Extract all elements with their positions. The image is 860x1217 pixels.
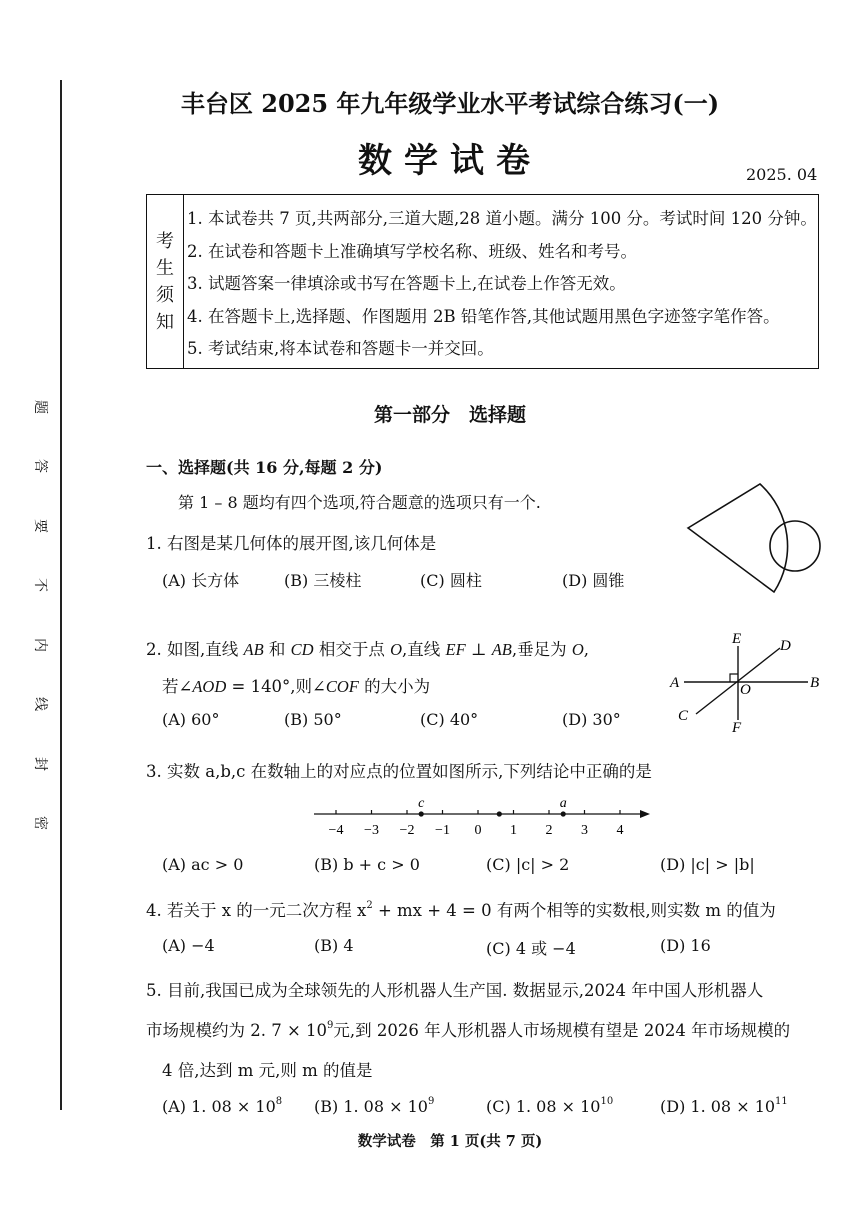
axis-tick-label: 2 (545, 823, 553, 838)
q1-option-c: (C) 圆柱 (420, 571, 482, 590)
q2-stem-line2 (162, 673, 430, 697)
q5-text: 元,到 2026 年人形机器人市场规模有望是 2024 年市场规模的 (333, 1021, 791, 1040)
option-base: (D) 1. 08 × 10 (660, 1097, 776, 1116)
binding-char: 答 (32, 459, 48, 474)
q4-stem (146, 897, 776, 921)
part-title: 第一部分 选择题 (373, 404, 526, 426)
q2-option-a: (A) 60° (162, 710, 220, 729)
binding-line (60, 80, 62, 1110)
sector-shape (688, 484, 788, 592)
q2-text: ,直线 (402, 640, 446, 659)
label-a: A (670, 675, 680, 691)
q1-option-d: (D) 圆锥 (562, 571, 625, 590)
q2-text: ,垂足为 (511, 640, 572, 659)
q5-option-c (486, 1096, 613, 1116)
q2-text: ⊥ (465, 640, 492, 659)
q5-option-d (660, 1096, 788, 1116)
binding-char: 不 (32, 578, 48, 593)
binding-char: 题 (32, 400, 48, 414)
notice-item: 2. 在试卷和答题卡上准确填写学校名称、班级、姓名和考号。 (187, 241, 637, 261)
label-d: D (780, 638, 791, 654)
notice-list (187, 203, 817, 366)
notice-item: 4. 在答题卡上,选择题、作图题用 2B 铅笔作答,其他试题用黑色字迹签字笔作答。 (187, 306, 780, 326)
notice-item: 1. 本试卷共 7 页,共两部分,三道大题,28 道小题。满分 100 分。考试时间 120 分钟。 (187, 209, 817, 228)
binding-char: 内 (32, 637, 48, 652)
axis-tick-label: −1 (435, 823, 450, 838)
option-exponent: 11 (775, 1096, 788, 1107)
q5-superscript: 9 (327, 1020, 334, 1031)
q2-stem-line1 (146, 636, 589, 660)
binding-char: 要 (32, 518, 48, 533)
q3-option-d: (D) |c| > |b| (660, 855, 755, 874)
axis-tick-label: −2 (399, 823, 415, 838)
option-base: (A) 1. 08 × 10 (162, 1097, 276, 1116)
option-exponent: 9 (427, 1096, 435, 1107)
q2-option-d: (D) 30° (562, 710, 621, 729)
binding-char: 密 (32, 815, 48, 830)
q5-option-a (162, 1096, 282, 1116)
notice-item: 5. 考试结束,将本试卷和答题卡一并交回。 (187, 339, 494, 358)
label-e: E (732, 631, 742, 647)
q2-text: = 140°,则∠ (226, 677, 326, 696)
q2-var: O (390, 640, 402, 659)
point-label-c: c (418, 796, 425, 811)
notice-label-char: 生 (156, 257, 174, 279)
label-c: C (678, 708, 689, 724)
axis-tick-label: 3 (581, 823, 588, 838)
q2-text: 相交于点 (313, 640, 391, 659)
q4-text: + mx + 4 = 0 有两个相等的实数根,则实数 m 的值为 (372, 901, 776, 920)
q2-text: 2. 如图,直线 (146, 640, 239, 659)
q3-stem: 3. 实数 a,b,c 在数轴上的对应点的位置如图所示,下列结论中正确的是 (146, 762, 652, 781)
q1-option-b: (B) 三棱柱 (284, 571, 362, 590)
binding-margin-text (28, 400, 52, 830)
section-intro: 第 1 – 8 题均有四个选项,符合题意的选项只有一个. (178, 493, 541, 512)
q4-option-a: (A) −4 (162, 936, 215, 955)
q4-option-d: (D) 16 (660, 936, 711, 955)
q5-option-b (314, 1096, 434, 1116)
label-o: O (740, 682, 751, 698)
exam-date: 2025. 04 (746, 165, 818, 184)
point-b (497, 811, 502, 816)
binding-char: 封 (32, 756, 48, 771)
q4-superscript: 2 (366, 900, 373, 911)
binding-char: 线 (32, 697, 48, 712)
point-label-a: a (559, 796, 567, 811)
intersecting-lines-figure (664, 628, 830, 738)
q2-var: AOD (192, 677, 227, 696)
section-title: 一、选择题(共 16 分,每题 2 分) (146, 458, 383, 477)
notice-label (147, 195, 184, 368)
q5-line1: 5. 目前,我国已成为全球领先的人形机器人生产国. 数据显示,2024 年中国人形机器人 (146, 981, 764, 1000)
option-exponent: 10 (600, 1096, 614, 1107)
exam-title: 丰台区 2025 年九年级学业水平考试综合练习(一) (180, 89, 720, 118)
q1-option-a: (A) 长方体 (162, 571, 240, 590)
q2-text: , (583, 640, 590, 659)
q2-var: AB (243, 640, 264, 659)
q3-option-a: (A) ac > 0 (162, 855, 244, 874)
q5-text: 市场规模约为 2. 7 × 10 (146, 1021, 328, 1040)
notice-label-char: 考 (156, 230, 174, 252)
notice-label-char: 须 (156, 284, 174, 306)
axis-tick-label: 4 (616, 823, 624, 838)
axis-tick-label: −4 (328, 823, 344, 838)
q2-var: AB (491, 640, 512, 659)
q5-line2 (146, 1017, 790, 1041)
point-a (561, 811, 566, 816)
q2-var: CD (290, 640, 314, 659)
q3-option-c: (C) |c| > 2 (486, 855, 570, 874)
q2-text: 的大小为 (358, 677, 431, 696)
q2-var: O (571, 640, 584, 659)
label-b: B (810, 675, 820, 691)
q2-option-c: (C) 40° (420, 710, 479, 729)
axis-arrow (640, 810, 650, 818)
number-line-figure (310, 796, 660, 840)
option-exponent: 8 (275, 1096, 283, 1107)
q4-option-b: (B) 4 (314, 936, 354, 955)
axis-tick-label: −3 (364, 823, 379, 838)
notice-item: 3. 试题答案一律填涂或书写在答题卡上,在试卷上作答无效。 (187, 274, 626, 293)
base-circle (770, 521, 820, 571)
option-base: (C) 1. 08 × 10 (486, 1097, 601, 1116)
subject-title: 数学试卷 (358, 141, 542, 181)
q5-line3: 4 倍,达到 m 元,则 m 的值是 (162, 1061, 373, 1080)
q2-option-b: (B) 50° (284, 710, 342, 729)
cone-net-figure (676, 476, 836, 622)
notice-box (146, 194, 819, 369)
page-footer: 数学试卷 第 1 页(共 7 页) (357, 1133, 543, 1150)
q4-option-c: (C) 4 或 −4 (486, 939, 576, 958)
q2-text: 若∠ (162, 677, 193, 696)
right-angle-mark (730, 674, 738, 682)
notice-label-char: 知 (156, 311, 174, 333)
q1-stem: 1. 右图是某几何体的展开图,该几何体是 (146, 534, 437, 553)
axis-tick-label: 1 (510, 823, 517, 838)
q2-text: 和 (263, 640, 291, 659)
q3-option-b: (B) b + c > 0 (314, 855, 420, 874)
q2-var: COF (325, 677, 359, 696)
q4-text: 4. 若关于 x 的一元二次方程 x (146, 901, 367, 920)
axis-tick-label: 0 (474, 823, 482, 838)
option-base: (B) 1. 08 × 10 (314, 1097, 428, 1116)
q2-var: EF (445, 640, 466, 659)
label-f: F (732, 720, 742, 736)
point-c (419, 811, 424, 816)
